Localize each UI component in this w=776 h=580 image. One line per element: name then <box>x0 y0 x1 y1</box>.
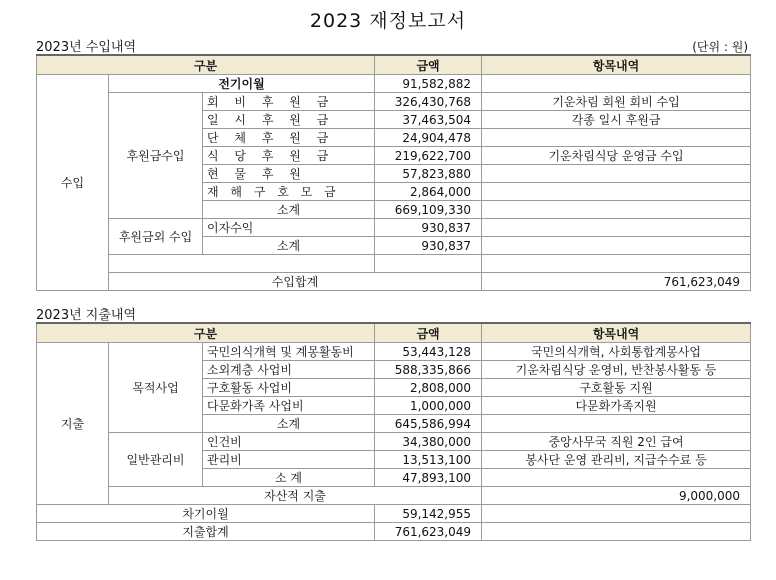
row-amount: 219,622,700 <box>375 147 482 165</box>
row-detail: 다문화가족지원 <box>482 397 751 415</box>
table-row <box>37 255 751 273</box>
row-item: 소외계층 사업비 <box>203 361 375 379</box>
row-detail <box>482 165 751 183</box>
income-total-amount: 761,623,049 <box>482 273 751 291</box>
header-amount: 금액 <box>375 323 482 343</box>
purpose-subtotal-label: 소계 <box>203 415 375 433</box>
expense-total-amount: 761,623,049 <box>375 523 482 541</box>
donation-group-label: 후원금수입 <box>109 93 203 219</box>
row-item: 관리비 <box>203 451 375 469</box>
expense-main-label: 지출 <box>37 343 109 505</box>
expense-header-row <box>37 323 751 343</box>
row-item: 회 비 후 원 금 <box>203 93 375 111</box>
other-subtotal-amount: 930,837 <box>375 237 482 255</box>
table-row <box>37 93 751 111</box>
row-item: 구호활동 사업비 <box>203 379 375 397</box>
row-amount: 37,463,504 <box>375 111 482 129</box>
expense-total-row <box>37 523 751 541</box>
carryover-label: 전기이월 <box>109 75 375 93</box>
row-amount: 57,823,880 <box>375 165 482 183</box>
general-group-label: 일반관리비 <box>109 433 203 487</box>
unit-note: (단위 : 원) <box>692 40 748 54</box>
income-section-title: 2023년 수입내역 <box>36 40 137 55</box>
header-category: 구분 <box>37 55 375 75</box>
empty-cell <box>482 415 751 433</box>
table-row <box>37 75 751 93</box>
row-detail: 각종 일시 후원금 <box>482 111 751 129</box>
income-total-label: 수입합계 <box>109 273 482 291</box>
row-amount: 13,513,100 <box>375 451 482 469</box>
row-item: 현 물 후 원 <box>203 165 375 183</box>
row-detail: 국민의식개혁, 사회통합계몽사업 <box>482 343 751 361</box>
income-total-row <box>37 273 751 291</box>
empty-cell <box>109 255 375 273</box>
table-row <box>37 433 751 451</box>
income-header-row <box>37 55 751 75</box>
empty-cell <box>482 469 751 487</box>
row-detail: 봉사단 운영 관리비, 지급수수료 등 <box>482 451 751 469</box>
row-detail: 중앙사무국 직원 2인 급여 <box>482 433 751 451</box>
row-amount: 34,380,000 <box>375 433 482 451</box>
empty-cell <box>482 523 751 541</box>
row-amount: 1,000,000 <box>375 397 482 415</box>
row-item: 이자수익 <box>203 219 375 237</box>
row-amount: 588,335,866 <box>375 361 482 379</box>
expense-table <box>36 322 751 541</box>
header-category: 구분 <box>37 323 375 343</box>
table-row <box>37 343 751 361</box>
row-detail <box>482 183 751 201</box>
income-table <box>36 54 751 291</box>
row-amount: 2,808,000 <box>375 379 482 397</box>
header-detail: 항목내역 <box>482 55 751 75</box>
row-detail <box>482 129 751 147</box>
general-subtotal-label: 소 계 <box>203 469 375 487</box>
row-item: 식 당 후 원 금 <box>203 147 375 165</box>
empty-cell <box>375 255 482 273</box>
row-detail: 기운차림 회원 회비 수입 <box>482 93 751 111</box>
row-amount: 53,443,128 <box>375 343 482 361</box>
carryforward-label: 차기이월 <box>37 505 375 523</box>
row-detail <box>482 219 751 237</box>
capital-amount: 9,000,000 <box>482 487 751 505</box>
purpose-group-label: 목적사업 <box>109 343 203 433</box>
carryforward-row <box>37 505 751 523</box>
carryforward-amount: 59,142,955 <box>375 505 482 523</box>
table-row <box>37 219 751 237</box>
other-group-label: 후원금외 수입 <box>109 219 203 255</box>
empty-cell <box>482 255 751 273</box>
row-item: 단 체 후 원 금 <box>203 129 375 147</box>
row-amount: 24,904,478 <box>375 129 482 147</box>
empty-cell <box>482 505 751 523</box>
other-subtotal-label: 소계 <box>203 237 375 255</box>
carryover-amount: 91,582,882 <box>375 75 482 93</box>
row-item: 일 시 후 원 금 <box>203 111 375 129</box>
header-amount: 금액 <box>375 55 482 75</box>
expense-total-label: 지출합계 <box>37 523 375 541</box>
row-item: 재 해 구 호 모 금 <box>203 183 375 201</box>
carryover-detail <box>482 75 751 93</box>
purpose-subtotal-amount: 645,586,994 <box>375 415 482 433</box>
row-detail: 기운차림식당 운영비, 반찬봉사활동 등 <box>482 361 751 379</box>
row-item: 다문화가족 사업비 <box>203 397 375 415</box>
capital-row <box>37 487 751 505</box>
empty-cell <box>482 237 751 255</box>
donation-subtotal-label: 소계 <box>203 201 375 219</box>
row-item: 인건비 <box>203 433 375 451</box>
donation-subtotal-amount: 669,109,330 <box>375 201 482 219</box>
row-detail: 기운차림식당 운영금 수입 <box>482 147 751 165</box>
header-detail: 항목내역 <box>482 323 751 343</box>
report-title: 2023 재정보고서 <box>309 10 467 32</box>
capital-label: 자산적 지출 <box>109 487 482 505</box>
row-amount: 930,837 <box>375 219 482 237</box>
row-amount: 2,864,000 <box>375 183 482 201</box>
row-detail: 구호활동 지원 <box>482 379 751 397</box>
empty-cell <box>482 201 751 219</box>
expense-section-title: 2023년 지출내역 <box>36 308 137 323</box>
row-item: 국민의식개혁 및 계몽활동비 <box>203 343 375 361</box>
row-amount: 326,430,768 <box>375 93 482 111</box>
income-main-label: 수입 <box>37 75 109 291</box>
general-subtotal-amount: 47,893,100 <box>375 469 482 487</box>
